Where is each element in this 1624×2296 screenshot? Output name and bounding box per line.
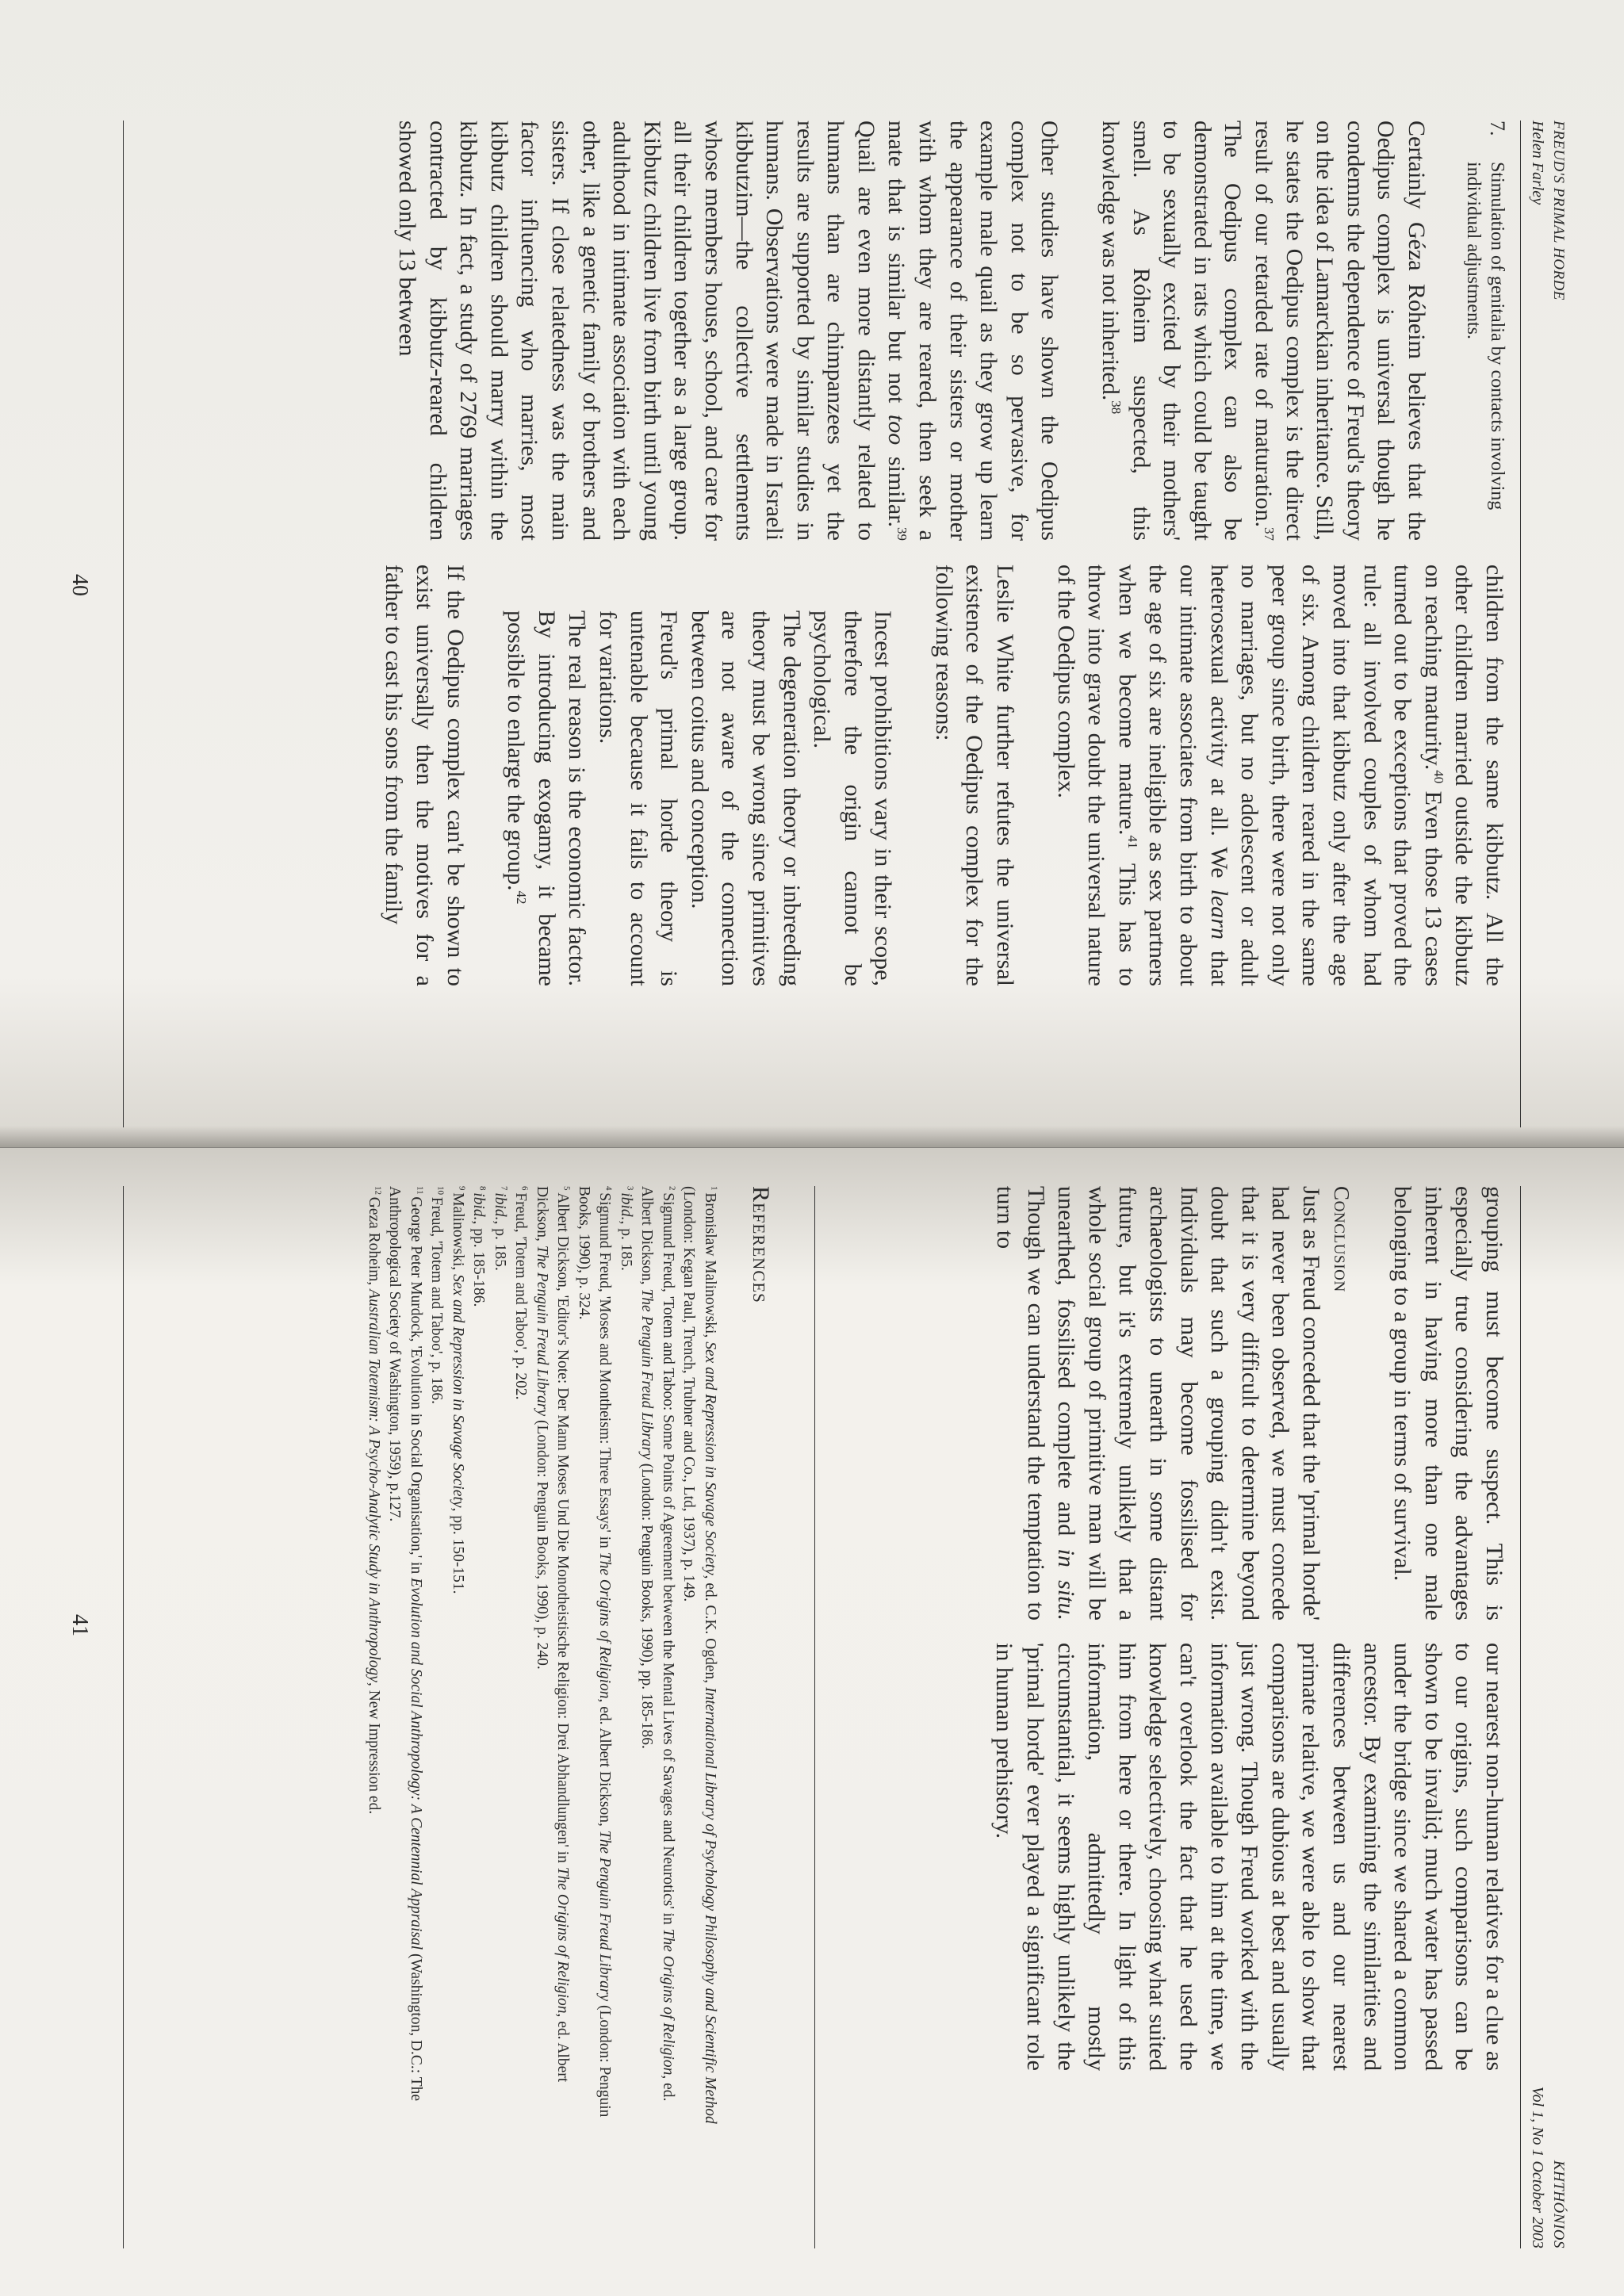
reference-item [678, 1186, 720, 2130]
reference-item [489, 1186, 511, 2130]
reason-item: Freud's primal horde theory is untenable because it fails to account for variations. [594, 610, 683, 986]
reference-text: , p. 185. [618, 1220, 634, 1271]
reference-number: 1 [709, 1186, 719, 1193]
reference-number: 2 [667, 1186, 677, 1193]
reference-text: , ed. C.K. Ogden, [702, 1575, 718, 1687]
footer-rule [123, 121, 124, 1127]
reference-text: , ed. Albert Dickson, [596, 1698, 614, 1831]
reference-item [384, 1186, 426, 2130]
paragraph-grouping: grouping must become suspect. This is especially true considering the advantages inherent in having more than one male belonging to a group in terms of survival. [1389, 1186, 1507, 1621]
references-heading: References [748, 1186, 774, 1303]
reference-number: 9 [457, 1186, 467, 1193]
footnote-ref-39: 39 [894, 527, 910, 541]
reference-item [573, 1186, 615, 2130]
journal-title: KHTHÓNIOS [1550, 2160, 1567, 2248]
reference-item [531, 1186, 573, 2130]
paragraph-kibbutz: children from the same kibbutz. All the other children married outside the kibbutz on reaching maturity.$^{40}$ Even those 13 cases turned out to be exceptions that proved the rule: all involved couples of whom had moved into that kibbutz only after the age of six. Among children reared in the same peer group since birth, there were not only no marriages, but no adolescent or adult heterosexual activity at all. We learn that our intimate associates from birth to about the age of six are ineligible as sex partners when we become mature.$^{41}$ This has to throw into grave doubt the universal nature of the Oedipus complex. [1052, 564, 1507, 987]
reference-number: 4 [604, 1186, 614, 1193]
reference-text: (London: Kegan Paul, Trench, Trubner and Co., Ltd, 1937), p. 149. [680, 1186, 698, 1602]
reference-number: 3 [625, 1186, 635, 1193]
reason-item: The real reason is the economic factor. By introducing exogamy, it became possible to enlarge the group.$^{42}$ [503, 610, 591, 986]
reason-item: Incest prohibitions vary in their scope, therefore the origin cannot be psychological. [809, 610, 897, 986]
left-column-1 [391, 121, 1509, 541]
reason-item: The degeneration theory or inbreeding theory must be wrong since primitives are not aware of the connection between coitus and conception. [686, 610, 805, 986]
reference-text: Freud, 'Totem and Taboo', p. 202. [512, 1192, 530, 1400]
paragraph-roheim: Certainly Géza Róheim believes that the Oedipus complex is universal though he condemns the dependence of Freud's theory on the idea of Lamarckian inheritance. Still, he states the Oedipus complex is the direct result of our retarded rate of maturation.$^{37}$ The Oedipus complex can also be demonstrated in rats which could be taught to be sexually excited by their mothers' smell. As Róheim suspected, this knowledge was not inherited.$^{38}$ [1097, 121, 1430, 541]
footnote-ref-38: 38 [1109, 400, 1124, 415]
paragraph-nearest-relatives: our nearest non-human relatives for a clue as to our origins, such comparisons can be shown to be invalid; much water has passed under the bridge since we shared a common ancestor. By examining the similarities and differences between us and our nearest primate relative, we were able to show that comparisons are dubious at best and usually just wrong. Though Freud worked with the information available to him at the time, we can't overlook the fact that he used the knowledge selectively, choosing what suited him from here or there. In light of this information, admittedly mostly circumstantial, it seems highly unlikely the 'primal horde' ever played a significant role in human prehistory. [991, 1643, 1507, 2071]
issue-info: Vol 1, No 1 October 2003 [1529, 2086, 1546, 2248]
reference-title: The Penguin Freud Library [596, 1830, 614, 2002]
author-name: Helen Farley [1529, 121, 1546, 205]
reference-number: 7 [499, 1186, 509, 1193]
footnote-ref-42: 42 [514, 890, 530, 905]
reference-item [510, 1186, 531, 2130]
reference-text: Malinowski, [450, 1192, 466, 1275]
reference-item [447, 1186, 469, 2130]
reference-text: (London: Penguin Books, 1990), p. 240. [534, 1416, 550, 1670]
reference-text: (London: Penguin Books, 1990), pp. 185-186. [638, 1459, 656, 1749]
reference-text: , pp. 185-186. [470, 1220, 488, 1307]
footnote-ref-37: 37 [1262, 527, 1277, 541]
right-column-1 [990, 1186, 1510, 1621]
reference-text: Bronislaw Malinowski, [702, 1192, 718, 1342]
reference-title: The Penguin Freud Library [534, 1245, 550, 1417]
reference-item [615, 1186, 637, 2130]
reference-title: Evolution and Social Anthropology: A Centennial Appraisal [408, 1578, 424, 1950]
reference-text: Sigmund Freud, 'Moses and Montheism: Three Essays' in [596, 1192, 614, 1552]
list-text: Stimulation of genitalia by contacts involving individual adjustments. [1463, 162, 1507, 511]
reference-text: George Peter Murdock, 'Evolution in Social Organisation,' in [408, 1196, 424, 1578]
reference-number: 6 [520, 1186, 530, 1193]
page-number-right: 41 [67, 1614, 92, 1636]
reference-title: The Origins of Religion [660, 1928, 676, 2076]
list-item-7 [1461, 121, 1509, 541]
references-rule [814, 1186, 815, 2248]
reference-title: ibid. [470, 1192, 488, 1221]
reference-item [636, 1186, 678, 2130]
reference-title: The Origins of Religion [596, 1552, 614, 1699]
footnote-ref-40: 40 [1431, 770, 1446, 784]
reference-text: , pp. 150-151. [450, 1507, 466, 1594]
paragraph-conclusion: Just as Freud conceded that the 'primal horde' had never been observed, we must concede that it is very difficult to determine beyond doubt that such a grouping didn't exist. Individuals may become fossilised for archaeologists to unearth in some distant future, but it's extremely unlikely that a whole social group of primitive man will be unearthed, fossilised complete and in situ. Though we can understand the temptation to turn to [992, 1186, 1325, 1621]
reference-item [468, 1186, 489, 2130]
reference-text: Sigmund Freud, 'Totem and Taboo: Some Points of Agreement between the Mental Lives of Savages and Neurotics' in [660, 1192, 676, 1929]
paragraph-quail: Other studies have shown the Oedipus complex not to be so pervasive, for example male quail as they grow up learn the appearance of their sisters or mother with whom they are reared, then seek a mate that is similar but not too similar.$^{39}$ Quail are even more distantly related to humans than are chimpanzees yet the results are supported by similar studies in humans. Observations were made in Israeli kibbutzim—the collective settlements whose members house, school, and care for all their children together as a large group. Kibbutz children live from birth until young adulthood in intimate association with each other, like a genetic family of brothers and sisters. If close relatedness was the main factor influencing who marries, most kibbutz children should marry within the kibbutz. In fact, a study of 2769 marriages contracted by kibbutz-reared children showed only 13 between [394, 121, 1063, 541]
reference-item [363, 1186, 385, 2130]
reference-number: 8 [478, 1186, 488, 1193]
right-column-2 [989, 1643, 1509, 2071]
reasons-list [500, 610, 898, 986]
reference-text: (Washington, D.C.: The Anthropological Society of Washington, 1959), p.127. [386, 1186, 424, 2102]
paragraph-oedipus-universal: If the Oedipus complex can't be shown to exist universally then the motives for a father to cast his sons from the family [381, 564, 469, 986]
reference-title: ibid. [618, 1192, 634, 1221]
references-list [363, 1186, 721, 2130]
reference-text: (London: Penguin Books, 1990), p. 324. [576, 1186, 614, 2118]
paragraph-white: Leslie White further refutes the universal existence of the Oedipus complex for the following reasons: [930, 564, 1019, 986]
reference-number: 5 [562, 1186, 572, 1193]
reference-number: 11 [415, 1186, 425, 1197]
reference-text: Geza Roheim, [366, 1196, 382, 1290]
reference-title: The Penguin Freud Library [638, 1288, 656, 1460]
reference-title: The Origins of Religion [554, 1866, 572, 2014]
running-title: FREUD'S PRIMAL HORDE [1550, 121, 1567, 300]
header-rule-right [1520, 1186, 1521, 2248]
right-running-head [1527, 2087, 1568, 2248]
reference-text: Albert Dickson, 'Editor's Note: Der Mann Moses Und Die Monotheistische Religion: Drei Abhandlungen' in [554, 1192, 572, 1867]
reference-text: , ed. Albert Dickson, [534, 1186, 572, 2083]
footer-rule-right [123, 1186, 124, 2248]
reference-title: International Library of Psychology Philosophy and Scientific Method [702, 1686, 718, 2124]
list-number: 7. [1486, 121, 1509, 136]
page-number-left: 40 [67, 574, 92, 596]
reference-text: , ed. Albert Dickson, [638, 1186, 676, 2102]
reference-title: Sex and Repression in Savage Society [450, 1274, 466, 1508]
reference-text: , New Impression ed. [366, 1682, 382, 1815]
reference-title: Australian Totemism: A Psycho-Analytic Study in Anthropology [366, 1289, 382, 1682]
reference-text: , p. 185. [492, 1220, 508, 1271]
reference-text: Freud, 'Totem and Taboo', p. 186. [428, 1196, 446, 1404]
reference-item [426, 1186, 447, 2130]
left-column-2 [378, 564, 1509, 986]
reference-number: 10 [436, 1186, 446, 1197]
conclusion-heading: Conclusion [1329, 1186, 1354, 1292]
header-rule [1520, 121, 1521, 1127]
reference-title: Sex and Repression in Savage Society [702, 1341, 718, 1575]
footnote-ref-41: 41 [1124, 835, 1140, 849]
reference-title: ibid. [492, 1192, 508, 1221]
reference-number: 12 [373, 1186, 383, 1197]
left-running-head [1527, 121, 1568, 300]
right-page [0, 1148, 1624, 2296]
